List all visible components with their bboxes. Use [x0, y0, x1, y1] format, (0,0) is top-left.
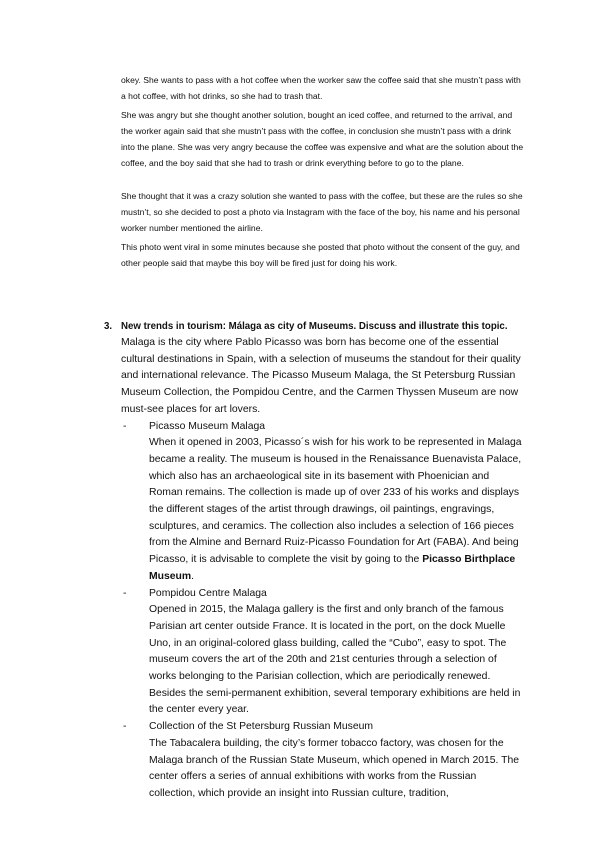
bullet-dash: - [123, 587, 127, 599]
list-item-bold: Picasso Birthplace Museum [149, 554, 516, 582]
list-item-body: When it opened in 2003, Picasso´s wish for his work to be represented in Malaga became a reality. The museum is housed in the Renaissance Buenavista Palace, which also has an archaeological site in its basement with Phoenician and Roman remains. The collection is made up of over 233 of his works and displays the different stages of the artist through drawings, oil paintings, engravings, sculptures, and ceramics. The collection also includes a selection of 166 pieces from the Almine and Bernard Ruiz-Picasso Foundation for Art (FABA). And being Picasso, it is advisable to complete the visit by going to the [149, 437, 522, 566]
list-item-title: Collection of the St Petersburg Russian Museum [149, 721, 374, 733]
paragraph-text: okey. She wants to pass with a hot coffee when the worker saw the coffee said that she mustn’t pass with a hot coffee, with hot drinks, so she had to trash that. [121, 75, 521, 101]
list-item [121, 719, 524, 803]
list-item-text: The Tabacalera building, the city’s former tobacco factory, was chosen for the Malaga branch of the Russian State Museum, which opened in March 2015. The center offers a series of annual exhibitions with works from the Russian collection, which provide an insight into Russian culture, tradition, [149, 737, 520, 799]
list-item-title: Picasso Museum Malaga [149, 420, 266, 432]
list-item [121, 586, 524, 720]
section-body [121, 335, 524, 803]
list-item-content [149, 419, 524, 586]
section-number: 3. [104, 321, 113, 332]
paragraph-4 [121, 239, 526, 271]
section-heading [104, 318, 524, 335]
paragraph-text: This photo went viral in some minutes because she posted that photo without the consent of the guy, and other people said that maybe this boy will be fired just for doing his work. [121, 242, 520, 268]
bullet-dash: - [123, 721, 127, 733]
section-3 [104, 318, 524, 803]
paragraph-1 [121, 72, 526, 104]
list-item-title: Pompidou Centre Malaga [149, 587, 267, 599]
bullet-dash: - [123, 420, 127, 432]
list-item-content [149, 586, 524, 720]
list-item-text [149, 435, 524, 585]
paragraph-text: She thought that it was a crazy solution she wanted to pass with the coffee, but these are the rules so she mustn’t, so she decided to post a photo via Instagram with the face of the boy, his name and his personal worker number mentioned the airline. [121, 191, 523, 233]
section-heading-text: New trends in tourism: Málaga as city of Museums. Discuss and illustrate this topic. [121, 321, 508, 332]
section-intro: Malaga is the city where Pablo Picasso was born has become one of the essential cultural destinations in Spain, with a selection of museums the standout for their quality and international relevance. The Picasso Museum Malaga, the St Petersburg Russian Museum Collection, the Pompidou Centre, and the Carmen Thyssen Museum are now must-see places for art lovers. [121, 337, 521, 415]
paragraph-3 [121, 188, 526, 236]
paragraph-text: She was angry but she thought another solution, bought an iced coffee, and returned to the arrival, and the worker again said that she mustn’t pass with the coffee, in conclusion she mustn’t pass with a drink into the plane. She was very angry because the coffee was expensive and what are the solution about the coffee, and the boy said that she had to trash or drink everything before to go to the plane. [121, 110, 524, 168]
list-item [121, 419, 524, 586]
list-item-end: . [191, 570, 195, 582]
museum-list [121, 419, 524, 803]
paragraph-2 [121, 107, 526, 171]
list-item-content [149, 719, 524, 803]
list-item-text: Opened in 2015, the Malaga gallery is the first and only branch of the famous Parisian art center outside France. It is located in the port, on the dock Muelle Uno, in an original-colored glass building, called the “Cubo”, easy to spot. The museum covers the art of the 20th and 21st centuries through a selection of works belonging to the Parisian collection, which are periodically renewed. Besides the semi-permanent exhibition, several temporary exhibitions are held in the center every year. [149, 604, 521, 716]
